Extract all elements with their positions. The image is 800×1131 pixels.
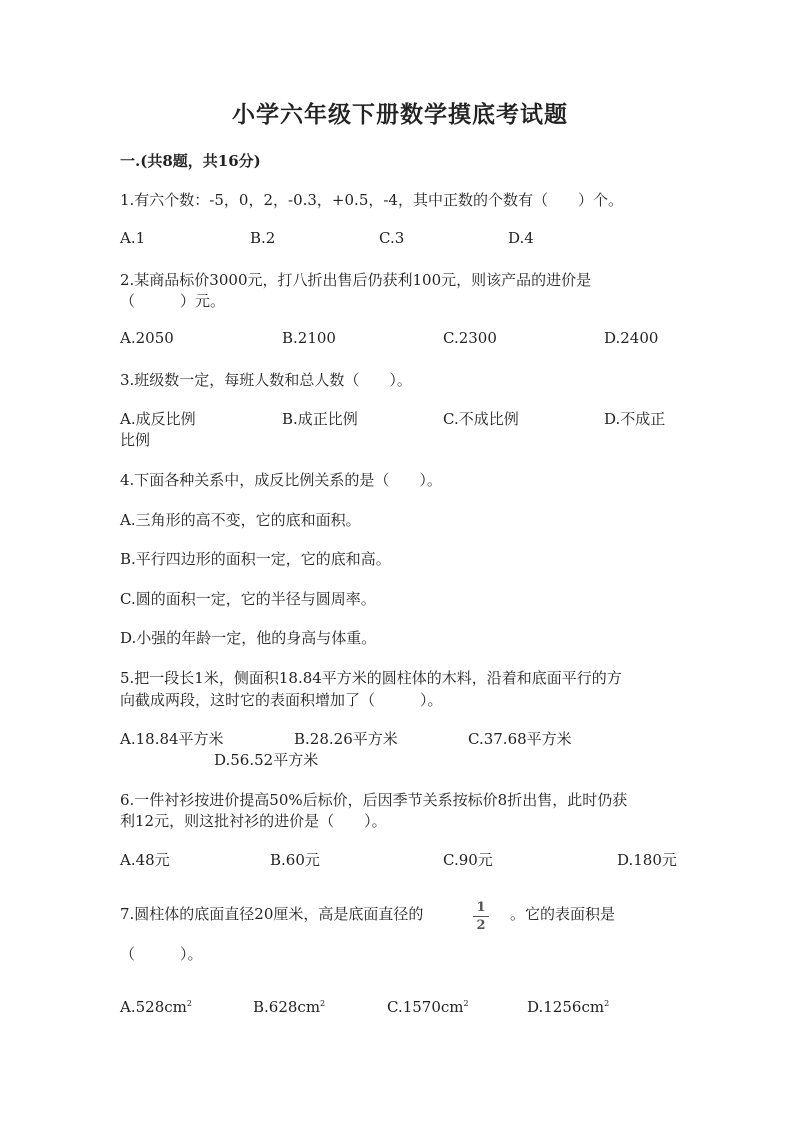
unit-superscript: 2 (463, 999, 469, 1008)
question-2-option-b[interactable]: B.2100 (282, 329, 336, 347)
question-1-text: 1.有六个数：-5，0，2，-0.3，+0.5，-4，其中正数的个数有（ ）个。 (120, 191, 623, 209)
question-1-option-c[interactable]: C.3 (379, 229, 405, 247)
question-3-text: 3.班级数一定，每班人数和总人数（ ）。 (120, 371, 412, 389)
unit: cm (581, 998, 605, 1016)
fraction-bar (473, 916, 489, 917)
question-6-text-line-1: 6.一件衬衫按进价提高50%后标价，后因季节关系按标价8折出售，此时仍获 (120, 791, 628, 809)
question-4-option-b[interactable]: B.平行四边形的面积一定，它的底和高。 (120, 550, 391, 568)
question-3-option-c[interactable]: C.不成比例 (443, 410, 519, 428)
question-7-option-c[interactable] (387, 998, 469, 1016)
question-1-option-a[interactable]: A.1 (120, 229, 146, 247)
unit-superscript: 2 (320, 999, 326, 1008)
question-7-option-b[interactable] (253, 998, 325, 1016)
question-6-option-b[interactable]: B.60元 (270, 851, 320, 869)
question-5-option-a[interactable]: A.18.84平方米 (120, 730, 224, 748)
question-6-option-d[interactable]: D.180元 (617, 851, 677, 869)
question-2-text-line-2: （ ）元。 (120, 292, 226, 310)
question-2-option-d[interactable]: D.2400 (604, 329, 659, 347)
question-5-option-b[interactable]: B.28.26平方米 (294, 730, 398, 748)
question-3-option-d[interactable]: D.不成正 (604, 410, 666, 428)
unit-superscript: 2 (186, 999, 192, 1008)
question-2-option-c[interactable]: C.2300 (443, 329, 497, 347)
fraction-numerator: 1 (476, 900, 486, 915)
question-7-text-line-1-cont: 。它的表面积是 (510, 905, 616, 923)
question-5-option-d[interactable]: D.56.52平方米 (214, 751, 319, 769)
unit: cm (440, 998, 464, 1016)
question-3-option-a[interactable]: A.成反比例 (120, 410, 196, 428)
question-4-option-d[interactable]: D.小强的年龄一定，他的身高与体重。 (120, 629, 377, 647)
question-2-text-line-1: 2.某商品标价3000元，打八折出售后仍获利100元，则该产品的进价是 (120, 271, 592, 289)
option-value: D.1256 (527, 998, 582, 1016)
question-4-option-c[interactable]: C.圆的面积一定，它的半径与圆周率。 (120, 590, 376, 608)
option-value: B.628 (253, 998, 298, 1016)
question-7-option-d[interactable] (527, 998, 609, 1016)
question-7-text-line-1: 7.圆柱体的底面直径20厘米，高是底面直径的 (120, 905, 424, 923)
question-7-text-line-2: （ ）。 (120, 945, 203, 963)
unit: cm (164, 998, 187, 1016)
option-value: A.528 (120, 998, 165, 1016)
unit: cm (297, 998, 321, 1016)
question-4-option-a[interactable]: A.三角形的高不变，它的底和面积。 (120, 511, 361, 529)
question-3-option-d-wrap[interactable]: 比例 (120, 431, 151, 449)
question-6-option-a[interactable]: A.48元 (120, 851, 170, 869)
question-6-text-line-2: 利12元，则这批衬衫的进价是（ ）。 (120, 812, 387, 830)
question-4-text: 4.下面各种关系中，成反比例关系的是（ ）。 (120, 471, 442, 489)
page-title: 小学六年级下册数学摸底考试题 (232, 101, 568, 128)
section-header: 一.(共8题，共16分) (120, 152, 261, 170)
question-1-option-b[interactable]: B.2 (250, 229, 276, 247)
one-half-fraction (472, 900, 490, 933)
option-value: C.1570 (387, 998, 441, 1016)
fraction-denominator: 2 (476, 918, 486, 933)
question-2-option-a[interactable]: A.2050 (120, 329, 174, 347)
question-6-option-c[interactable]: C.90元 (443, 851, 493, 869)
question-7-option-a[interactable] (120, 998, 192, 1016)
question-1-option-d[interactable]: D.4 (508, 229, 534, 247)
question-3-option-b[interactable]: B.成正比例 (282, 410, 358, 428)
question-5-option-c[interactable]: C.37.68平方米 (468, 730, 572, 748)
question-5-text-line-2: 向截成两段，这时它的表面积增加了（ ）。 (120, 691, 443, 709)
question-5-text-line-1: 5.把一段长1米，侧面积18.84平方米的圆柱体的木料，沿着和底面平行的方 (120, 669, 622, 687)
unit-superscript: 2 (604, 999, 610, 1008)
